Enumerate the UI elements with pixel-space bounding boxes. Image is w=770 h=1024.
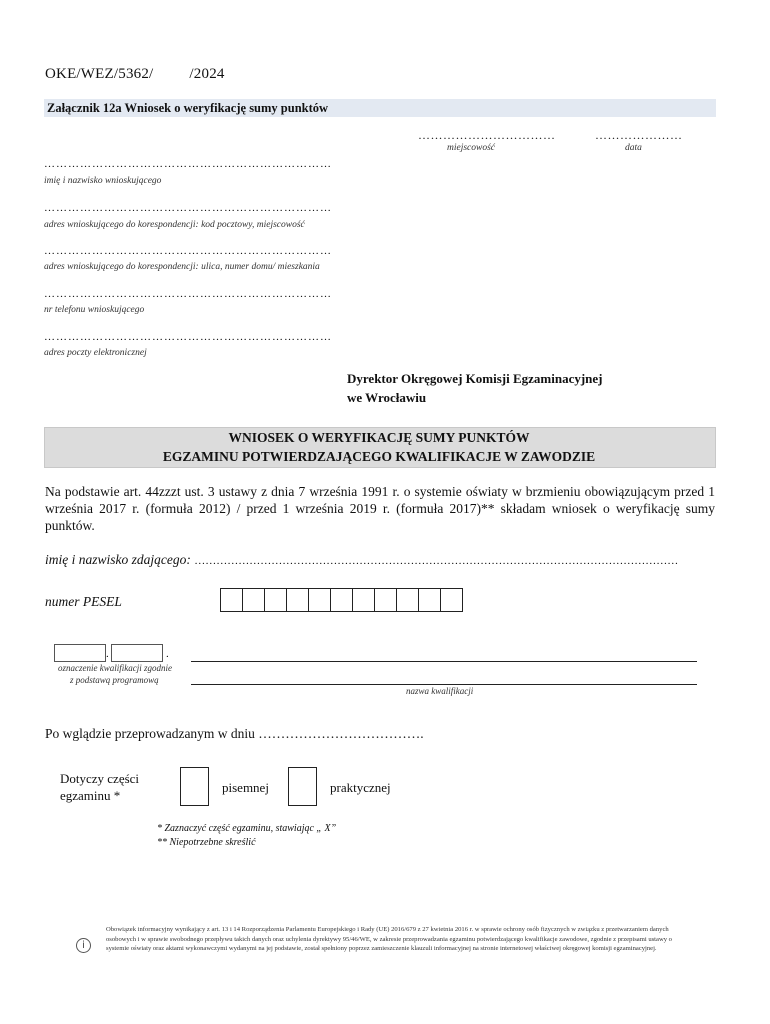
title-line1: WNIOSEK O WERYFIKACJĘ SUMY PUNKTÓW [228,430,530,445]
reference-year: /2024 [189,66,225,82]
qualification-code-part2[interactable] [111,644,163,662]
email-label: adres poczty elektronicznej [44,348,147,358]
footnote-2: ** Niepotrzebne skreślić [157,837,256,848]
info-icon: i [76,938,91,953]
practical-part-label: praktycznej [330,780,391,795]
phone-field[interactable]: ……………………………………………………………… [44,288,332,300]
written-part-checkbox[interactable] [180,767,209,806]
reference-number [45,66,225,83]
practical-part-checkbox[interactable] [288,767,317,806]
pesel-cell[interactable] [265,589,287,611]
review-date-line[interactable]: Po wglądzie przeprowadzanym w dniu ………………………………. [45,726,424,741]
exam-part-label-line1: Dotyczy części [60,771,140,786]
exam-taker-label: imię i nazwisko zdającego: [45,552,195,567]
body-paragraph: Na podstawie art. 44zzzt ust. 3 ustawy z dnia 7 września 1991 r. o systemie oświaty w brzmieniu obowiązującym przed 1 września 2017 r. (formuła 2012) / przed 1 września 2019 r. (formuła 2017)** składam wniosek o weryfikację sumy punktów. [45,484,715,533]
reference-prefix: OKE/WEZ/5362/ [45,66,154,82]
written-part-label: pisemnej [222,780,269,795]
qualification-code-label-1: oznaczenie kwalifikacji zgodnie [58,663,172,673]
exam-taker-field[interactable]: …………………………………………………………………………………………………………………… [194,555,679,567]
date-field[interactable]: ………………… [595,128,683,142]
exam-part-label [60,770,139,804]
info-clause: Obowiązek informacyjny wynikający z art. 13 i 14 Rozporządzenia Parlamentu Europejskiego i Rady (UE) 2016/679 z 27 kwietnia 2016 r. w sprawie ochrony osób fizycznych w związku z przetwarzaniem danych osobowych i w sprawie swobodnego przepływu takich danych oraz uchylenia dyrektywy 95/46/WE, w zakresie przeprowadzania egzaminu potwierdzającego kwalifikacje zawodowe, zgodnie z przepisami ustawy o systemie oświaty oraz aktami wykonawczymi wydanymi na jej podstawie, został spełniony poprzez zamieszczenie klauzuli informacyjnej na stronie internetowej właściwej okręgowej komisji egzaminacyjnej. [106,926,672,952]
pesel-cell[interactable] [221,589,243,611]
pesel-cell[interactable] [243,589,265,611]
exam-taker-row [45,552,678,568]
qualification-separator-end: . [166,648,169,660]
place-field[interactable]: …………………………… [418,128,556,142]
pesel-cell[interactable] [309,589,331,611]
pesel-cell[interactable] [375,589,397,611]
qualification-separator: . [106,648,109,660]
addressee-line1: Dyrektor Okręgowej Komisji Egzaminacyjnej [347,371,603,386]
place-label: miejscowość [447,143,496,153]
date-label: data [625,143,642,153]
pesel-cell[interactable] [287,589,309,611]
pesel-cell[interactable] [353,589,375,611]
pesel-cell[interactable] [441,589,462,611]
pesel-label: numer PESEL [45,594,122,609]
footnote-1: * Zaznaczyć część egzaminu, stawiając „ X” [157,823,337,834]
exam-part-label-line2: egzaminu * [60,788,121,803]
qualification-name-line2[interactable] [191,684,697,685]
applicant-name-field[interactable]: ……………………………………………………………… [44,158,332,170]
postal-address-field[interactable]: ……………………………………………………………… [44,202,332,214]
pesel-input[interactable] [220,588,463,612]
qualification-code-label-2: z podstawą programową [70,675,159,685]
qualification-code-part1[interactable] [54,644,106,662]
applicant-name-label: imię i nazwisko wnioskującego [44,176,162,186]
street-address-label: adres wnioskującego do korespondencji: ulica, numer domu/ mieszkania [44,262,320,272]
street-address-field[interactable]: ……………………………………………………………… [44,245,332,257]
phone-label: nr telefonu wnioskującego [44,305,145,315]
qualification-name-line1[interactable] [191,661,697,662]
annex-title: Załącznik 12a Wniosek o weryfikację sumy punktów [47,101,329,115]
addressee-line2: we Wrocławiu [347,390,427,405]
postal-address-label: adres wnioskującego do korespondencji: kod pocztowy, miejscowość [44,220,305,230]
email-field[interactable]: ……………………………………………………………… [44,331,332,343]
pesel-cell[interactable] [419,589,441,611]
pesel-cell[interactable] [331,589,353,611]
title-line2: EGZAMINU POTWIERDZAJĄCEGO KWALIFIKACJE W ZAWODZIE [162,449,596,464]
footnotes [157,822,336,850]
pesel-cell[interactable] [397,589,419,611]
qualification-name-label: nazwa kwalifikacji [406,686,474,696]
